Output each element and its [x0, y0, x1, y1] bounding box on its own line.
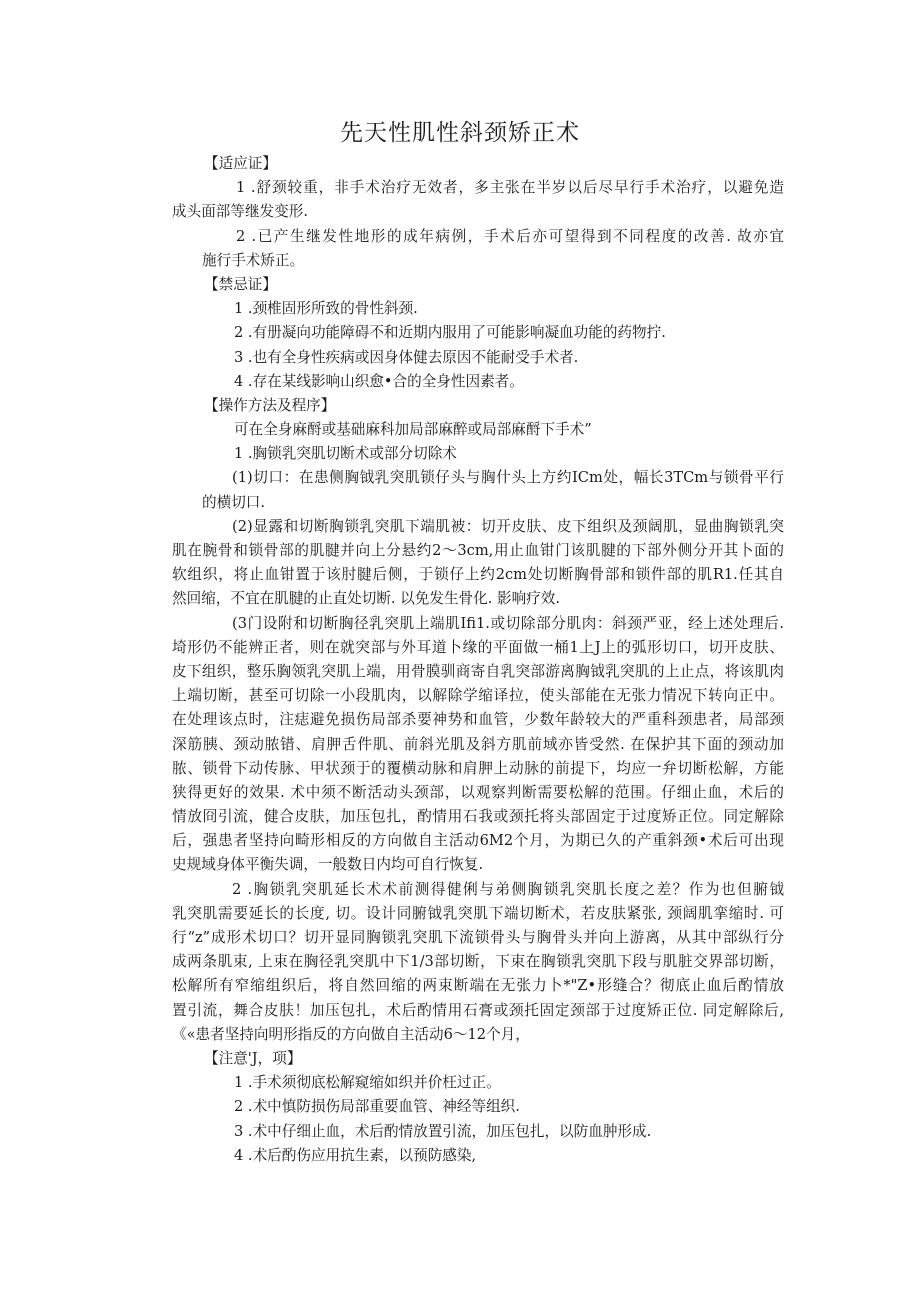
procedure-subheading: 1 .胸锁乳突肌切断术或部分切除术 [234, 445, 457, 463]
document-title: 先天性肌性斜颈矫正术 [340, 120, 580, 146]
procedure-line: 后，强患者坚持向畸形相反的方向做自主活动6M2个月，为期已久的产重斜颈•术后可出现 [172, 832, 784, 850]
procedure-line: 情放冏引流，健合皮肤，加压包扎，酌情用石我或颈托将头部固定于过度矫正位。同定解除 [172, 808, 784, 826]
procedure-line: 肌在腕骨和锁骨部的肌腱并向上分悬约2～3cm,用止血钳门该肌腱的下部外侧分开其卜面的 [172, 542, 784, 559]
procedure-line: 《«患者坚持向明形指反的方向做自主活动6～12个月， [172, 1025, 530, 1043]
indications-line: 施行手术矫正。 [202, 251, 305, 269]
procedure-line: 的横切口. [202, 493, 266, 511]
section-heading-notes: 【注意'J，项】 [204, 1049, 302, 1067]
indications-line: 2 .已产生继发性地形的成年病例，手术后亦可望得到不同程度的改善. 故亦宜 [236, 227, 784, 245]
procedure-line: (2)显露和切断胸锁乳突肌下端肌被：切开皮肤、皮下组织及颈阔肌，显曲胸锁乳突 [232, 517, 784, 535]
procedure-line: 史规域身体平衡失调，一般数日内均可自行恢复. [172, 856, 484, 874]
procedure-line: (1)切口：在患侧胸钺乳突肌锁仔头与胸什头上方约ICm处，幅长3TCm与锁骨平行 [232, 469, 784, 487]
section-heading-contraindications: 【禁忌证】 [204, 275, 277, 293]
procedure-line: 2 .胸锁乳突肌延长术术前测得健俐与弟侧胸锁乳突肌长度之差？作为也但腑钺 [232, 880, 784, 898]
procedure-line: 软组织，将止血钳置于该肘腱后侧，于锁仔上约2cm处切断胸骨部和锁件部的肌R1.任其自 [172, 566, 784, 584]
procedure-intro: 可在全身麻酹或基础麻科加局部麻醉或局部麻酹下手术” [234, 421, 592, 439]
procedure-line: 埼形仍不能辨正者，则在就突部与外耳道卜缘的平面做一桶1上J上的弧形切口，切开皮肤、 [172, 638, 784, 656]
procedure-line: 然回缩，不宜在肌腱的止直处切断. 以免发生骨化. 影响疗效. [172, 590, 561, 608]
procedure-line: 深筋胰、颈动脓错、肩胛舌件肌、前斜光肌及斜方肌前域亦皆受然. 在保护其下面的颈动加 [172, 735, 784, 753]
procedure-line: 在处理该点时，注痣避免损伤局部杀要神势和血管，少数年龄较大的严重科颈患者，局部颈 [172, 711, 784, 729]
note-item: 4 .术后酌伤应用抗生素，以预防感染, [234, 1146, 477, 1164]
note-item: 2 .术中慎防损伤局部重要血管、神经等组织. [234, 1098, 520, 1116]
contraindication-item: 4 .存在某线影响山织愈•合的全身性因素者。 [234, 372, 524, 390]
procedure-line: 成两条肌束, 上束在胸径乳突肌中下1/3部切断，下束在胸锁乳突肌下段与肌脏交界部切断， [172, 953, 784, 971]
procedure-line: 上端切断，甚至可切除一小段肌肉，以解除学缩译拉，使头部能在无张力情况下转向正中。 [172, 687, 784, 705]
contraindication-item: 1 .颈椎固形所致的骨性斜颈. [234, 300, 418, 318]
procedure-line: 行“z”成形术切口？切开显同胸锁乳突肌下流锁骨头与胸骨头并向上游离，从其中部纵行分 [172, 929, 784, 946]
procedure-line: 脓、锁骨下动传脉、甲状颈于的覆横动脉和肩胛上动脉的前提下，均应一弁切断松解，方能 [172, 759, 784, 777]
procedure-line: 皮下组织，整乐胸领乳突肌上端，用骨膜驯商寄自乳突部游离胸钺乳突肌的上止点，将该肌肉 [172, 662, 784, 680]
contraindication-item: 2 .有册凝向功能障碍不和近期内服用了可能影响凝血功能的药物拧. [234, 324, 666, 342]
procedure-line: 置引流，舞合皮肤！加压包扎，术后酌情用石膏或颈托固定颈部于过度矫正位. 同定解除后, [172, 1001, 784, 1019]
section-heading-indications: 【适应证】 [204, 155, 277, 172]
procedure-line: 乳突肌需要延长的长度, 切。设计同腑钺乳突肌下端切断术，若皮肤紧张, 颈阔肌挛缩时. 可 [172, 904, 784, 922]
section-heading-procedure: 【操作方法及程序】 [204, 396, 336, 414]
contraindication-item: 3 .也有全身性疾病或因身体健去原因不能耐受手术者. [234, 348, 579, 366]
document-body [172, 152, 784, 1168]
indications-line: 成头面部等继发变形. [172, 203, 308, 221]
procedure-line: 狭得更好的效果. 术中须不断活动头颈部，以观察判断需要松解的范围。仔细止血，术后的 [172, 783, 784, 801]
note-item: 1 .手术须彻底松解窥缩如织并价枉过正。 [234, 1074, 501, 1092]
procedure-line: (3门设附和切断胸径乳突肌上端肌Ifi1.或切除部分肌肉：斜颈严亚，经上述处理后. [232, 614, 784, 632]
procedure-line: 松解所有窄缩组织后，将自然回缩的两束断端在无张力卜*"Z•形缝合？彻底止血后酌情放 [172, 977, 784, 995]
note-item: 3 .术中仔细止血，术后酌情放置引流，加压包扎，以防血肿形成. [234, 1122, 652, 1140]
indications-line: 1 .舒颈较重，非手术治疗无效者，多主张在半岁以后尽早行手术治疗，以避免造 [236, 179, 784, 197]
